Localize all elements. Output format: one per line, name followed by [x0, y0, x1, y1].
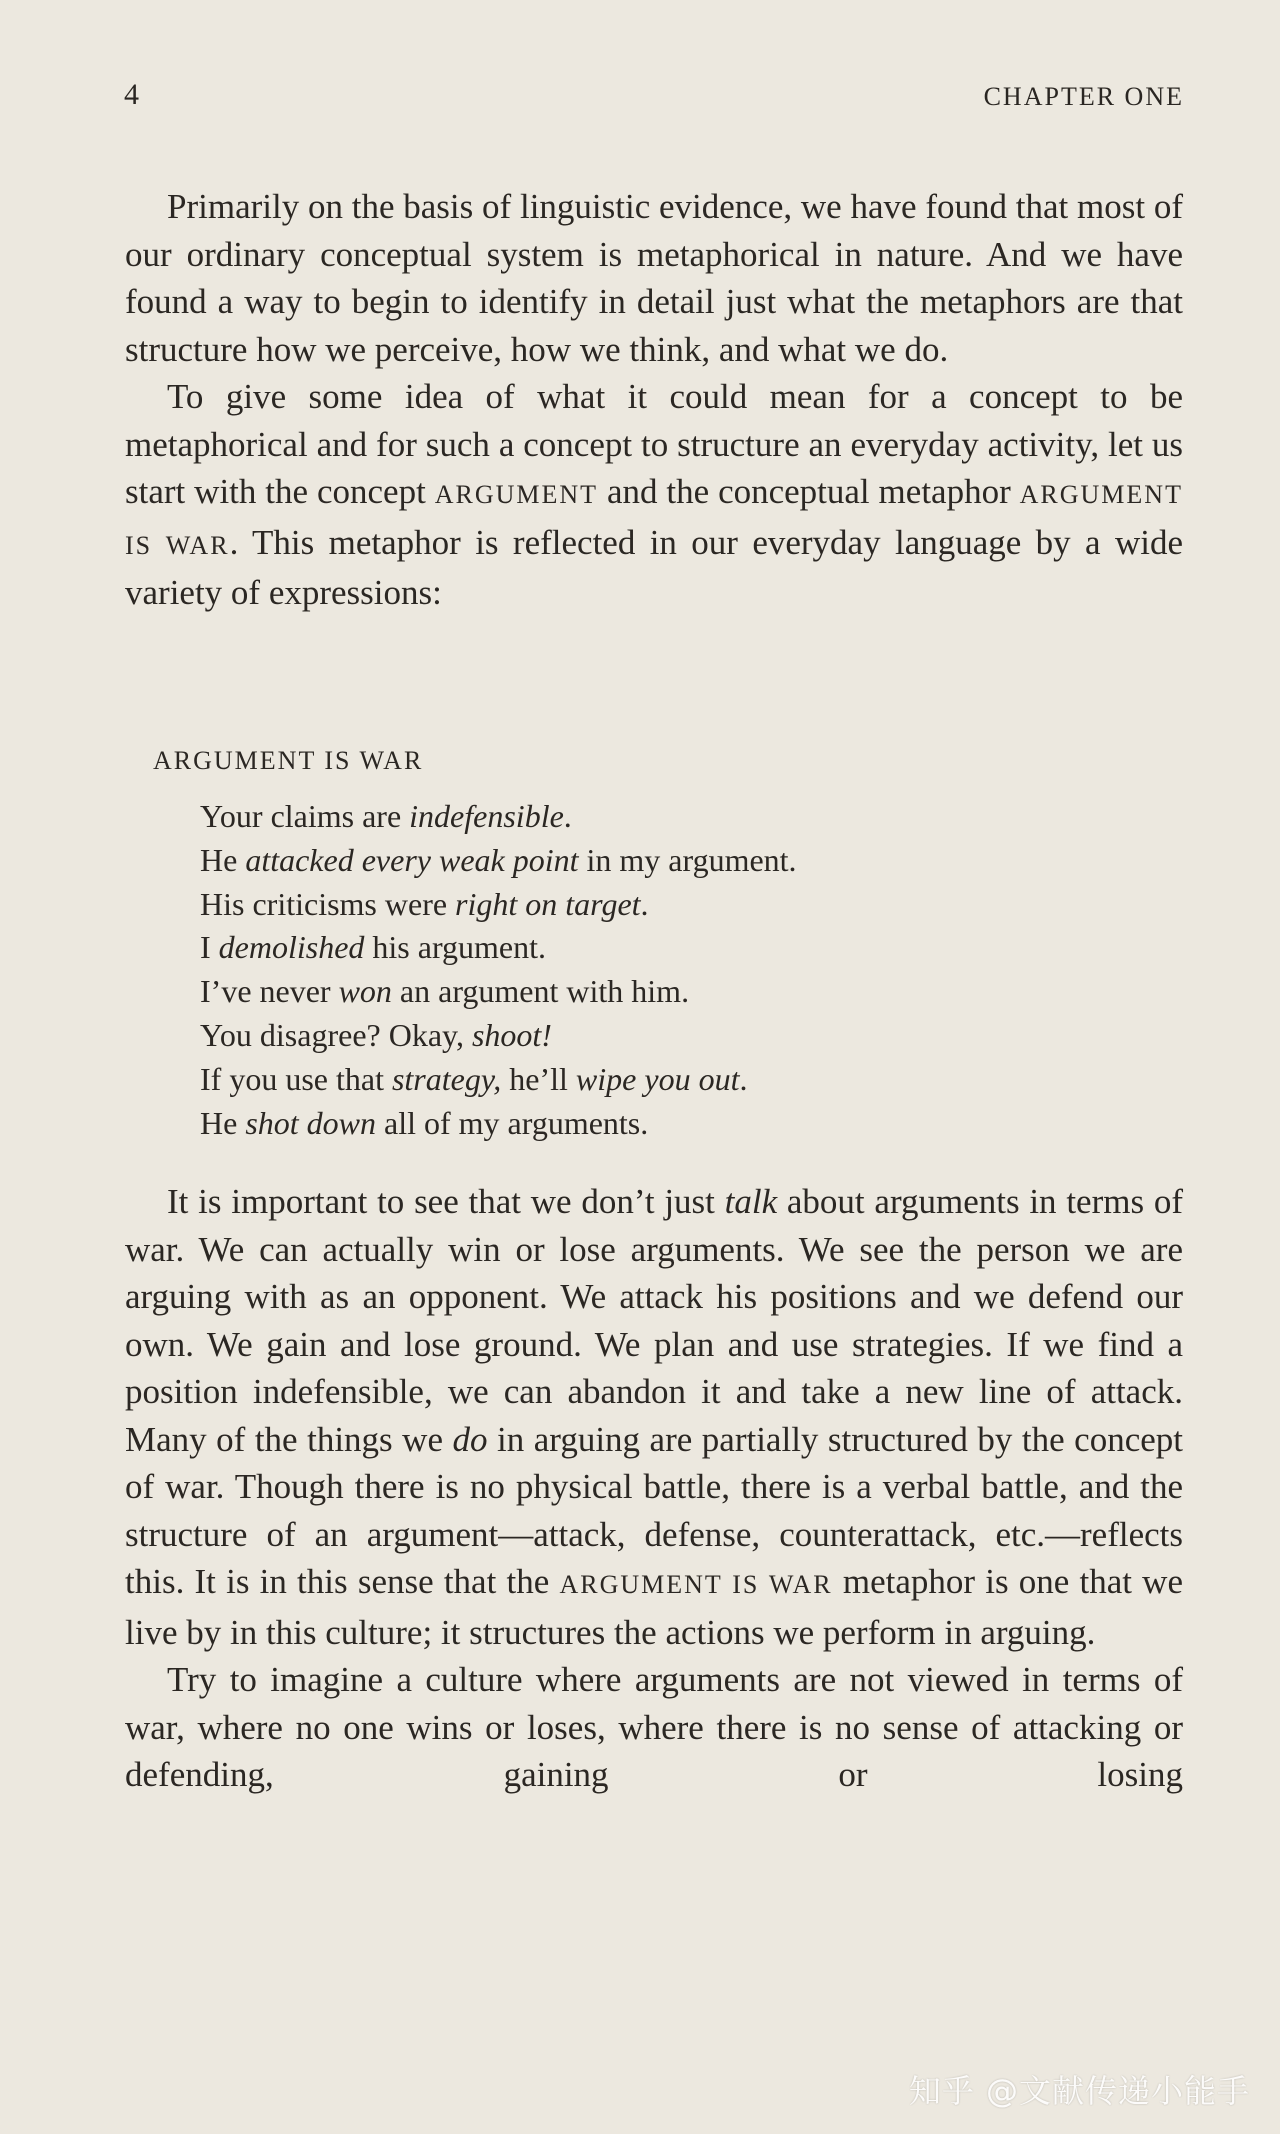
example-line: You disagree? Okay, shoot!	[200, 1016, 552, 1053]
page-number: 4	[124, 78, 139, 111]
text-block-bottom	[125, 1178, 1183, 1799]
paragraph-2	[125, 373, 1183, 617]
small-caps-argument-is-war: ARGUMENT IS WAR	[559, 1570, 833, 1599]
paragraph-3-text-1: It is important to see that we don’t just	[167, 1182, 725, 1221]
italic-talk: talk	[724, 1182, 778, 1221]
paragraph-3	[125, 1178, 1183, 1656]
paragraph-2-text-3: . This metaphor is reflected in our everyday language by a wide variety of expressions:	[125, 522, 1183, 612]
example-line: I’ve never won an argument with him.	[200, 973, 690, 1010]
text-block-top	[125, 183, 1183, 617]
paragraph-2-text-2: and the conceptual metaphor	[598, 472, 1020, 511]
paragraph-3-text-3: in arguing are partially structured by the concept of war. Though there is no physical battle, there is a verbal battle, and the structure of an argument—attack, defense, counterattack, etc.—reflects this. It is in this sense that the	[125, 1419, 1183, 1601]
paragraph-1: Primarily on the basis of linguistic evidence, we have found that most of our ordinary conceptual system is metaphorical in nature. And we have found a way to begin to identify in detail just what the metaphors are that structure how we perceive, how we think, and what we do.	[125, 187, 1183, 369]
paragraph-3-text-4: metaphor is one that we live by in this culture; it structures the actions we perform in arguing.	[125, 1562, 1183, 1652]
example-line: I demolished his argument.	[200, 929, 547, 966]
chapter-title: CHAPTER ONE	[983, 82, 1184, 111]
small-caps-argument-is-war: ARGUMENT IS WAR	[125, 480, 1183, 560]
small-caps-argument: ARGUMENT	[434, 480, 599, 509]
watermark-text: 知乎 @文献传递小能手	[908, 2072, 1250, 2110]
example-line: He attacked every weak point in my argument.	[200, 841, 797, 878]
italic-do: do	[452, 1419, 488, 1459]
example-list	[200, 795, 797, 1145]
paragraph-2-text-1: To give some idea of what it could mean for a concept to be metaphorical and for such a concept to structure an everyday activity, let us start with the concept	[125, 377, 1183, 511]
example-heading: ARGUMENT IS WAR	[153, 746, 424, 775]
paragraph-3-text-2: about arguments in terms of war. We can actually win or lose arguments. We see the person we are arguing with as an opponent. We attack his positions and we defend our own. We gain and lose ground. We plan and use strategies. If we find a position indefensible, we can abandon it and take a new line of attack. Many of the things we	[125, 1182, 1183, 1459]
example-line: If you use that strategy, he’ll wipe you out.	[200, 1060, 748, 1097]
example-line: Your claims are indefensible.	[200, 798, 572, 834]
running-head	[124, 78, 1184, 118]
paragraph-4: Try to imagine a culture where arguments are not viewed in terms of war, where no one wins or loses, where there is no sense of attacking or defending, gaining or losing	[125, 1660, 1183, 1794]
example-line: He shot down all of my arguments.	[200, 1104, 649, 1141]
example-line: His criticisms were right on target.	[200, 885, 649, 922]
